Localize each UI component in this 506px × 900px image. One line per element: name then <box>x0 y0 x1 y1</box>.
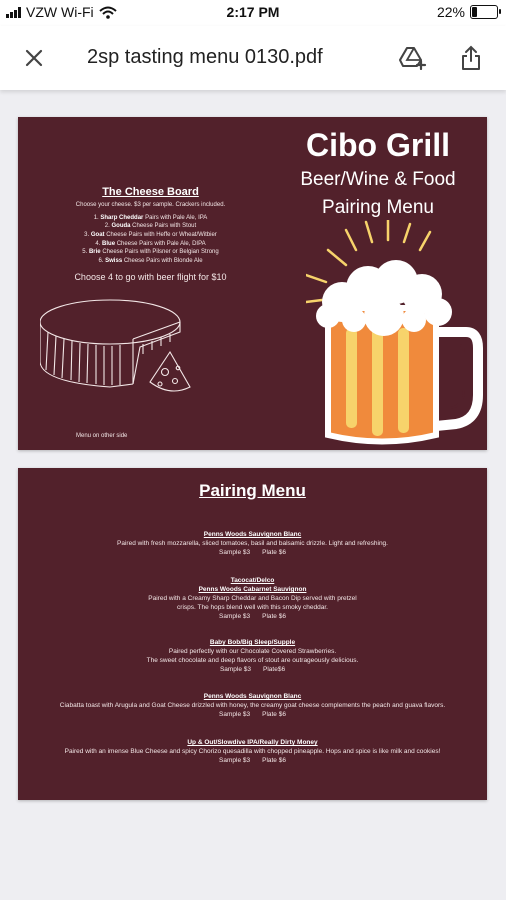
sample-price: Sample $3 <box>219 549 251 557</box>
cheese-item-desc: Cheese Pairs with Stout <box>132 223 197 230</box>
pairing-description: Paired with a Creamy Sharp Cheddar and Bacon Dip served with pretzel <box>148 595 357 603</box>
status-bar <box>0 0 506 26</box>
cheese-illustration <box>40 292 200 427</box>
pairing-item <box>18 576 487 621</box>
cheese-item-desc: Cheese Pairs with Blonde Ale <box>123 258 203 265</box>
share-button[interactable] <box>453 40 489 76</box>
pairing-name: Penns Woods Cabarnet Sauvignon <box>198 586 307 594</box>
cheese-list <box>38 214 263 266</box>
document-title: 2sp tasting menu 0130.pdf <box>87 46 323 68</box>
sample-price: Sample $3 <box>219 666 252 674</box>
pairing-prices <box>18 756 487 765</box>
pdf-page-1 <box>18 117 487 450</box>
pairing-prices <box>18 710 487 719</box>
cheese-board-title: The Cheese Board <box>102 186 199 198</box>
pairing-name: Up & Out/Slowdive IPA/Really Dirty Money <box>187 739 318 746</box>
close-button[interactable] <box>16 40 52 76</box>
pairing-item <box>18 692 487 719</box>
cheese-item-number: 1. <box>93 214 99 221</box>
pairing-description: Paired perfectly with our Chocolate Covered Strawberries. <box>168 648 337 656</box>
status-right <box>437 4 498 20</box>
cheese-item-name: Sharp Cheddar <box>100 214 144 221</box>
pairing-description: Paired with an imense Blue Cheese and spicy Chorizo quesadilla with chopped pineapple. Hops and spice is like milk and cookies! <box>64 748 441 756</box>
cheese-board-section <box>38 185 263 284</box>
close-icon <box>25 49 43 67</box>
pairing-name: Penns Woods Sauvignon Blanc <box>203 531 302 538</box>
battery-level-fill <box>472 7 477 17</box>
clock: 2:17 PM <box>226 4 280 20</box>
restaurant-name: Cibo Grill <box>306 127 450 163</box>
battery-icon <box>470 5 498 19</box>
app-bar <box>0 26 506 90</box>
plate-price: Plate $6 <box>262 711 286 719</box>
plate-price: Plate $6 <box>262 613 286 621</box>
pairing-description: Ciabatta toast with Arugula and Goat Cheese drizzled with honey, the creamy goat cheese complements the peach and guava flavors. <box>59 702 446 710</box>
cheese-item <box>38 231 263 240</box>
page1-subtitle-2: Pairing Menu <box>322 197 434 218</box>
cheese-item-name: Gouda <box>111 223 131 230</box>
cheese-item-name: Blue <box>102 240 116 247</box>
page1-subtitle-1: Beer/Wine & Food <box>300 169 456 190</box>
beer-mug-illustration <box>306 220 487 450</box>
pairing-description: Paired with fresh mozzarella, sliced tomatoes, basil and balsamic drizzle. Light and refreshing. <box>117 540 388 548</box>
cheese-item <box>38 240 263 249</box>
cheese-item-number: 5. <box>82 249 88 256</box>
cheese-item-name: Swiss <box>105 258 123 265</box>
pairing-prices <box>18 612 487 621</box>
cheese-offer: Choose 4 to go with beer flight for $10 <box>74 271 227 282</box>
plate-price: Plate$6 <box>263 666 286 674</box>
carrier-label: VZW Wi-Fi <box>26 4 94 20</box>
cheese-item <box>38 248 263 257</box>
sample-price: Sample $3 <box>219 613 251 621</box>
cheese-item <box>38 257 263 266</box>
cheese-item <box>38 222 263 231</box>
share-icon <box>461 45 481 71</box>
cheese-item-desc: Pairs with Pale Ale, IPA <box>145 214 208 221</box>
pairing-description: The sweet chocolate and deep flavors of stout are outrageously delicious. <box>146 657 359 665</box>
pairing-name: Penns Woods Sauvignon Blanc <box>203 693 302 700</box>
sample-price: Sample $3 <box>219 757 251 765</box>
cheese-item <box>38 214 263 223</box>
pairing-name: Tacocat/Delco <box>230 577 275 584</box>
pairing-item <box>18 638 487 674</box>
pairing-description: crisps. The hops blend well with this smoky cheddar. <box>177 604 328 612</box>
pairing-name: Baby Bob/Big Sleep/Supple <box>209 639 296 646</box>
pairing-prices <box>18 548 487 557</box>
cheese-item-number: 3. <box>84 232 90 238</box>
cheese-item-number: 6. <box>98 258 104 265</box>
cheese-item-number: 4. <box>95 240 101 247</box>
cheese-item-name: Goat <box>90 232 105 238</box>
pairing-item <box>18 738 487 765</box>
sample-price: Sample $3 <box>219 711 251 719</box>
cheese-item-desc: Cheese Pairs with Pale Ale, DIPA <box>116 240 206 247</box>
battery-percent: 22% <box>436 4 465 20</box>
menu-note: Menu on other side <box>76 433 128 439</box>
add-to-drive-button[interactable] <box>395 40 431 76</box>
cheese-item-desc: Cheese Pairs with Heffe or Wheat/Witbier <box>106 232 217 238</box>
cheese-board-subtitle: Choose your cheese. $3 per sample. Crackers included. <box>75 201 226 208</box>
cheese-item-number: 2. <box>104 223 110 230</box>
plate-price: Plate $6 <box>262 757 286 765</box>
cheese-item-name: Brie <box>88 249 101 256</box>
pdf-page-2 <box>18 468 487 800</box>
pairing-prices <box>18 665 487 674</box>
add-to-drive-icon <box>399 46 427 70</box>
cheese-item-desc: Cheese Pairs with Pilsner or Belgian Strong <box>102 249 219 256</box>
plate-price: Plate $6 <box>262 549 286 557</box>
pairing-menu-title: Pairing Menu <box>199 481 306 500</box>
pairing-item <box>18 530 487 557</box>
